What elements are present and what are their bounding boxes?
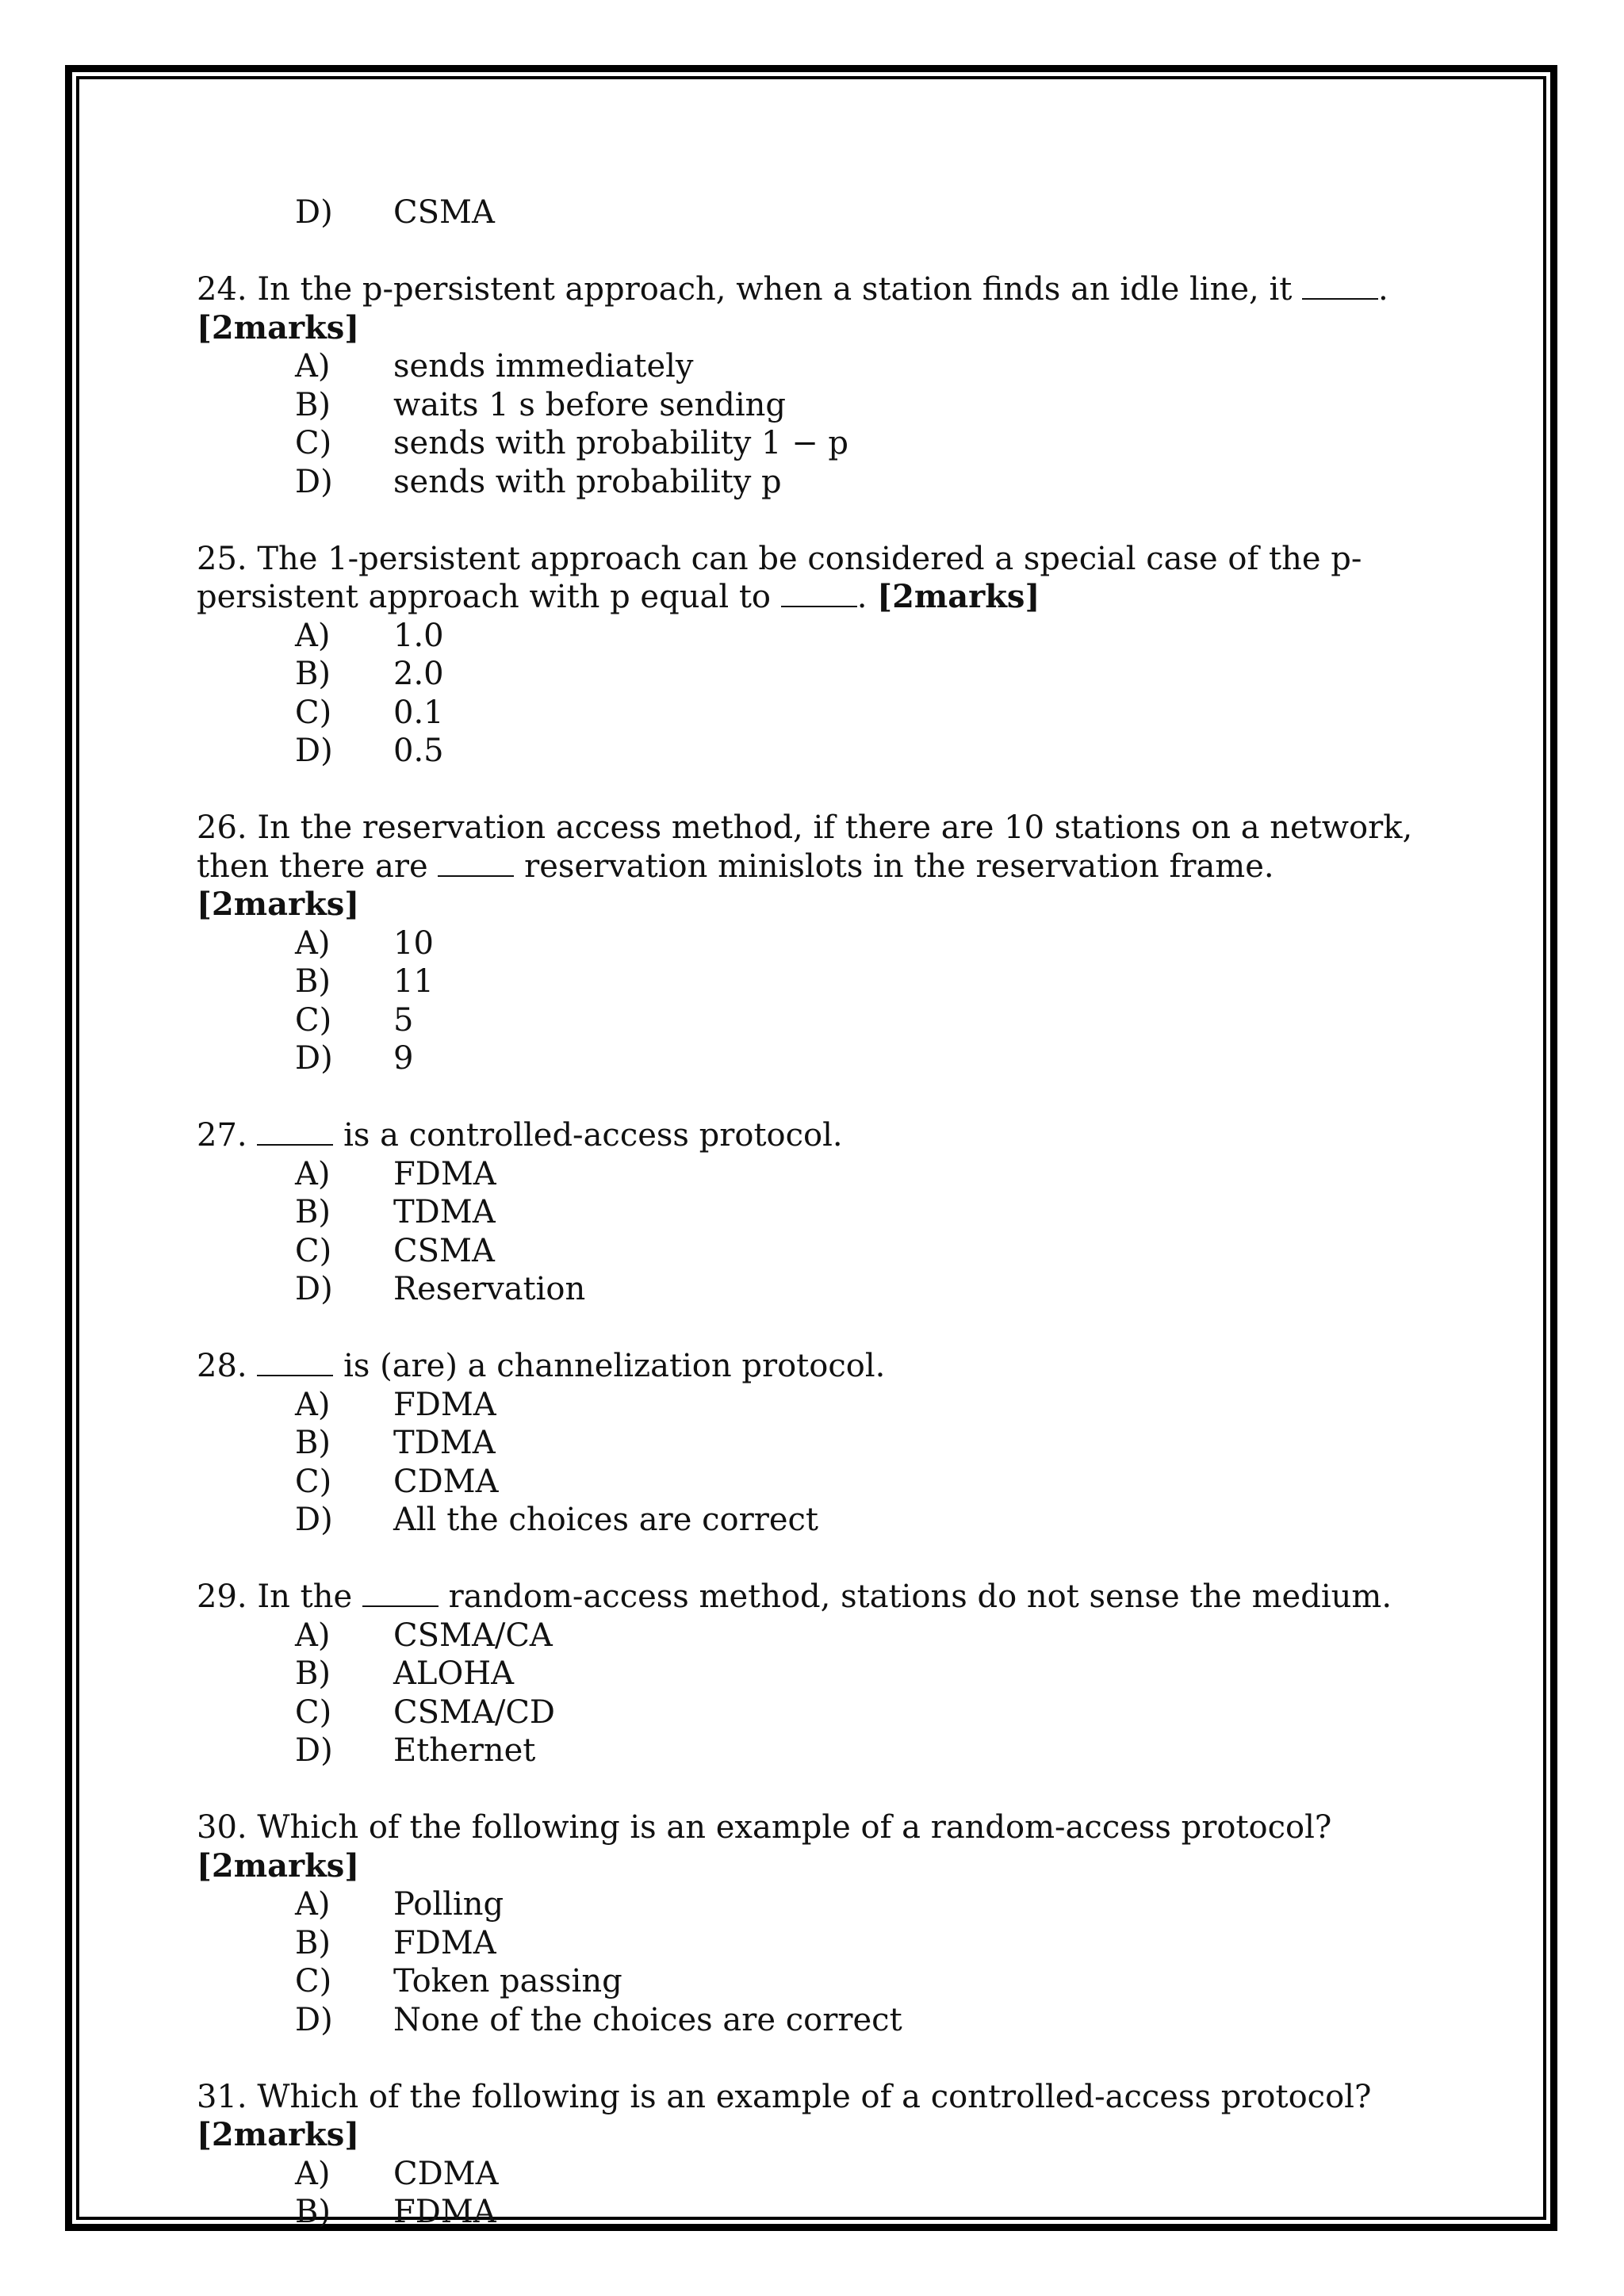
option-text: CSMA [393, 194, 495, 231]
option-letter: A) [295, 1886, 331, 1923]
question-number: 31. [197, 2078, 247, 2115]
question-list [197, 270, 1434, 2232]
marks-label: [2marks] [197, 308, 360, 346]
option-text: TDMA [393, 1194, 496, 1230]
question-block [197, 2078, 1434, 2232]
carry-over-option-block [197, 193, 1434, 232]
option-row [197, 1386, 1434, 1425]
question-block [197, 809, 1434, 1078]
option-letter: D) [295, 1502, 333, 1538]
option-text: FDMA [393, 1924, 496, 1961]
question-number: 28. [197, 1348, 247, 1384]
question-number: 24. [197, 271, 247, 308]
option-letter: D) [295, 194, 333, 231]
option-text: CDMA [393, 1463, 499, 1500]
marks-label: [2marks] [877, 578, 1040, 615]
option-row [197, 1424, 1434, 1463]
option-row [197, 2001, 1434, 2040]
question-number: 29. [197, 1578, 247, 1615]
question-number: 25. [197, 540, 247, 577]
option-letter: D) [295, 1040, 333, 1077]
option-text: TDMA [393, 1425, 496, 1461]
option-row [197, 1655, 1434, 1693]
question-block [197, 1116, 1434, 1309]
option-row [197, 1501, 1434, 1540]
option-letter: B) [295, 656, 331, 692]
answer-blank [438, 848, 514, 877]
option-letter: A) [295, 1155, 331, 1192]
option-text: 5 [393, 1001, 414, 1039]
question-stem [197, 1347, 1434, 1386]
option-text: 2.0 [393, 656, 444, 692]
option-row [197, 347, 1434, 386]
question-stem [197, 1578, 1434, 1617]
question-block [197, 270, 1434, 501]
option-row [197, 1270, 1434, 1309]
option-letter: C) [295, 1232, 332, 1269]
option-row [197, 1001, 1434, 1040]
option-text: ALOHA [393, 1655, 515, 1692]
option-text: 0.1 [393, 694, 444, 731]
option-letter: A) [295, 617, 331, 654]
option-text: 9 [393, 1040, 414, 1077]
question-block [197, 1808, 1434, 2039]
option-text: FDMA [393, 2194, 496, 2230]
option-letter: B) [295, 1425, 331, 1461]
option-row [197, 655, 1434, 694]
question-number: 26. [197, 809, 247, 846]
option-text: CSMA/CD [393, 1693, 556, 1731]
option-letter: B) [295, 386, 331, 423]
option-row [197, 1617, 1434, 1655]
option-letter: D) [295, 733, 333, 769]
question-number: 27. [197, 1117, 247, 1154]
option-letter: C) [295, 1001, 332, 1039]
marks-label: [2marks] [197, 1846, 360, 1885]
option-letter: A) [295, 924, 331, 962]
option-text: 11 [393, 963, 434, 1000]
answer-blank [362, 1578, 439, 1607]
answer-blank [257, 1117, 333, 1146]
question-stem [197, 809, 1434, 924]
option-letter: C) [295, 1963, 332, 1999]
question-number: 30. [197, 1809, 247, 1846]
answer-blank [781, 579, 857, 607]
option-row [197, 1232, 1434, 1271]
question-text-after-blank: . [856, 579, 868, 615]
option-letter: D) [295, 1732, 333, 1769]
question-text-before-blank: In the p-persistent approach, when a station finds an idle line, it [257, 271, 1293, 308]
option-letter: D) [295, 2001, 333, 2038]
question-text-before-blank: Which of the following is an example of a controlled-access protocol? [257, 2078, 1372, 2115]
option-letter: C) [295, 425, 332, 461]
option-text: 0.5 [393, 733, 444, 769]
option-letter: B) [295, 963, 331, 1000]
option-letter: B) [295, 1655, 331, 1692]
option-row [197, 1463, 1434, 1502]
question-text-after-blank: is a controlled-access protocol. [343, 1117, 843, 1154]
option-letter: C) [295, 1463, 332, 1500]
option-text: 1.0 [393, 617, 444, 654]
option-row [197, 1962, 1434, 2001]
option-row [197, 386, 1434, 425]
option-row [197, 1155, 1434, 1194]
option-text: CDMA [393, 2155, 499, 2192]
option-text: waits 1 s before sending [393, 386, 786, 423]
option-row [197, 424, 1434, 463]
option-row [197, 463, 1434, 502]
option-row [197, 1885, 1434, 1924]
option-row [197, 617, 1434, 656]
option-row [197, 1924, 1434, 1963]
question-text-before-blank: In the [257, 1578, 353, 1615]
option-text: FDMA [393, 1155, 496, 1192]
option-row [197, 1732, 1434, 1770]
question-stem [197, 1116, 1434, 1155]
answer-blank [1302, 271, 1378, 300]
question-stem [197, 1808, 1434, 1885]
option-text: sends with probability 1 − p [393, 425, 849, 461]
option-row [197, 2193, 1434, 2232]
option-letter: A) [295, 2155, 331, 2192]
option-row [197, 924, 1434, 963]
answer-blank [257, 1348, 333, 1376]
exam-page-content [197, 193, 1434, 2270]
option-text: CSMA/CA [393, 1617, 553, 1654]
option-row [197, 732, 1434, 771]
option-text: CSMA [393, 1232, 495, 1269]
question-text-after-blank: random-access method, stations do not sense the medium. [448, 1578, 1392, 1615]
option-row [197, 2155, 1434, 2194]
option-row [197, 694, 1434, 733]
option-row [197, 962, 1434, 1001]
option-letter: A) [295, 348, 331, 385]
option-letter: B) [295, 1924, 331, 1961]
option-text: All the choices are correct [393, 1502, 818, 1538]
option-letter: B) [295, 2194, 331, 2230]
option-row [197, 1039, 1434, 1078]
question-text-before-blank: Which of the following is an example of a random-access protocol? [257, 1809, 1332, 1846]
option-text: FDMA [393, 1386, 496, 1423]
option-row [197, 193, 1434, 232]
option-text: Reservation [393, 1271, 586, 1307]
option-letter: C) [295, 1693, 332, 1731]
question-text-before-blank: The 1-persistent approach can be considered a special case of the p-persistent approach with p equal to [197, 540, 1362, 615]
question-text-before-blank: In the reservation access method, if there are 10 stations on a network, then there are [197, 809, 1413, 885]
option-letter: D) [295, 1271, 333, 1307]
option-letter: C) [295, 694, 332, 731]
question-block [197, 1578, 1434, 1770]
question-text-after-blank: reservation minislots in the reservation frame. [524, 848, 1274, 885]
option-text: None of the choices are correct [393, 2001, 902, 2038]
option-row [197, 1693, 1434, 1732]
question-stem [197, 270, 1434, 347]
option-text: 10 [393, 924, 434, 962]
marks-label: [2marks] [197, 2116, 360, 2153]
option-text: Token passing [393, 1963, 622, 1999]
option-text: Polling [393, 1886, 504, 1923]
question-block [197, 540, 1434, 771]
question-text-after-blank: is (are) a channelization protocol. [343, 1348, 886, 1384]
option-text: sends immediately [393, 348, 694, 385]
option-letter: A) [295, 1386, 331, 1423]
option-text: sends with probability p [393, 463, 782, 500]
marks-label: [2marks] [197, 886, 360, 923]
option-text: Ethernet [393, 1732, 536, 1769]
option-letter: D) [295, 463, 333, 500]
question-stem [197, 540, 1434, 617]
option-row [197, 1193, 1434, 1232]
option-letter: A) [295, 1617, 331, 1654]
question-block [197, 1347, 1434, 1540]
question-text-after-blank: . [1378, 271, 1388, 308]
question-stem [197, 2078, 1434, 2155]
option-letter: B) [295, 1194, 331, 1230]
